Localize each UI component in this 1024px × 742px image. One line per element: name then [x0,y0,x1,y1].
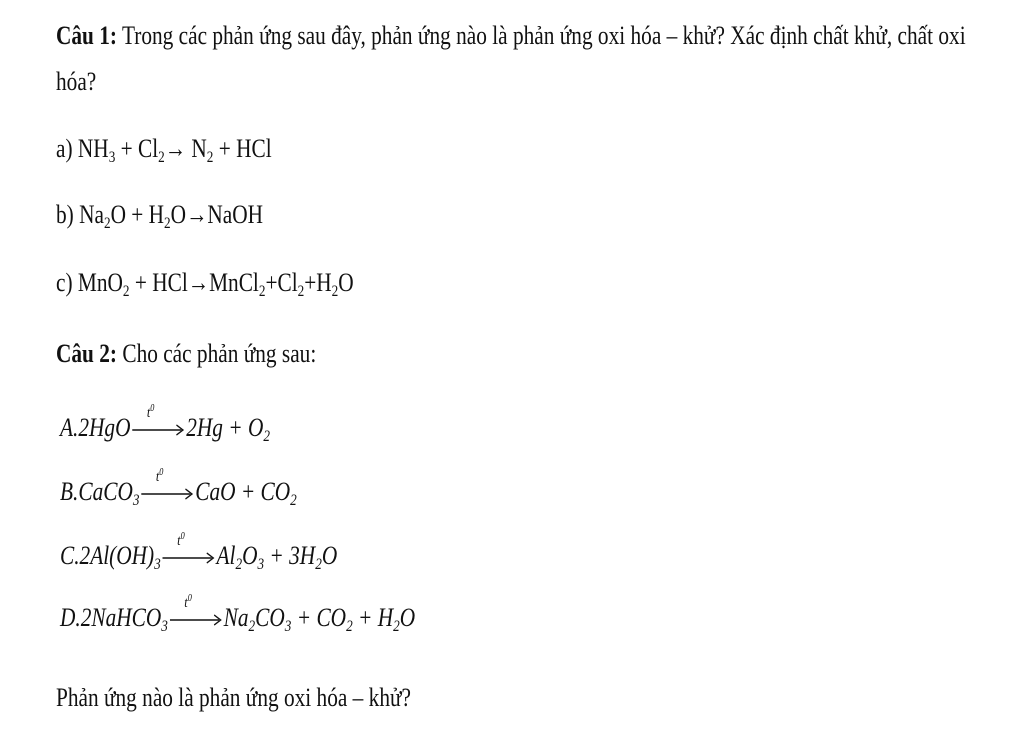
reaction-b: b) $Na_2O$ + $H_2O\to NaOH$ [56,200,264,233]
reaction-A: A.2HgO $t^0$ $2Hg + O_2$ [60,403,271,446]
question-1-line-2 [56,66,96,98]
question-2-text: Cho các phản ứng sau: [117,339,317,368]
reaction-D: D.2NaHCO$_3$ $t^0$ $Na_2CO_3 + CO_2 + H_2O$ [60,593,416,636]
question-1-text-cont: hóa? [56,67,97,96]
reaction-A-letter: A. [60,413,79,442]
reaction-C-letter: C. [60,541,80,570]
question-2-line [56,338,316,370]
heat-arrow: $t^0$ [170,611,222,629]
reaction-C: $C.2Al(OH)_3$ $t^0$ $Al_2O_3 + 3H_2O$ [60,531,338,574]
question-1-label: Câu 1: [56,21,118,50]
reaction-a-prefix: a) [56,134,78,163]
question-1-text: Trong các phản ứng sau đây, phản ứng nào là phản ứng oxi hóa – khử? Xác định chất khử, chất oxi [117,21,966,50]
question-2-label: Câu 2: [56,339,118,368]
heat-arrow: $t^0$ [162,549,214,567]
reaction-B-letter: B. [60,477,79,506]
reaction-c-prefix: c) [56,268,78,297]
reaction-B: B.CaCO$_3$ $t^0$ CaO + $CO_2$ [60,467,297,510]
reaction-c: c) $MnO_2 + HCl\to MnCl_2+Cl_2+H_2O$ [56,268,354,301]
question-1-line-1 [56,20,966,52]
reaction-a: a) $NH_3 + Cl_2\to N_2$ + HCl [56,134,272,167]
question-2-prompt-text: Phản ứng nào là phản ứng oxi hóa – khử? [56,683,412,712]
reaction-b-prefix: b) [56,200,80,229]
question-2-prompt [56,682,411,714]
heat-arrow: $t^0$ [141,485,193,503]
heat-arrow: $t^0$ [132,421,184,439]
reaction-D-letter: D. [60,603,81,632]
